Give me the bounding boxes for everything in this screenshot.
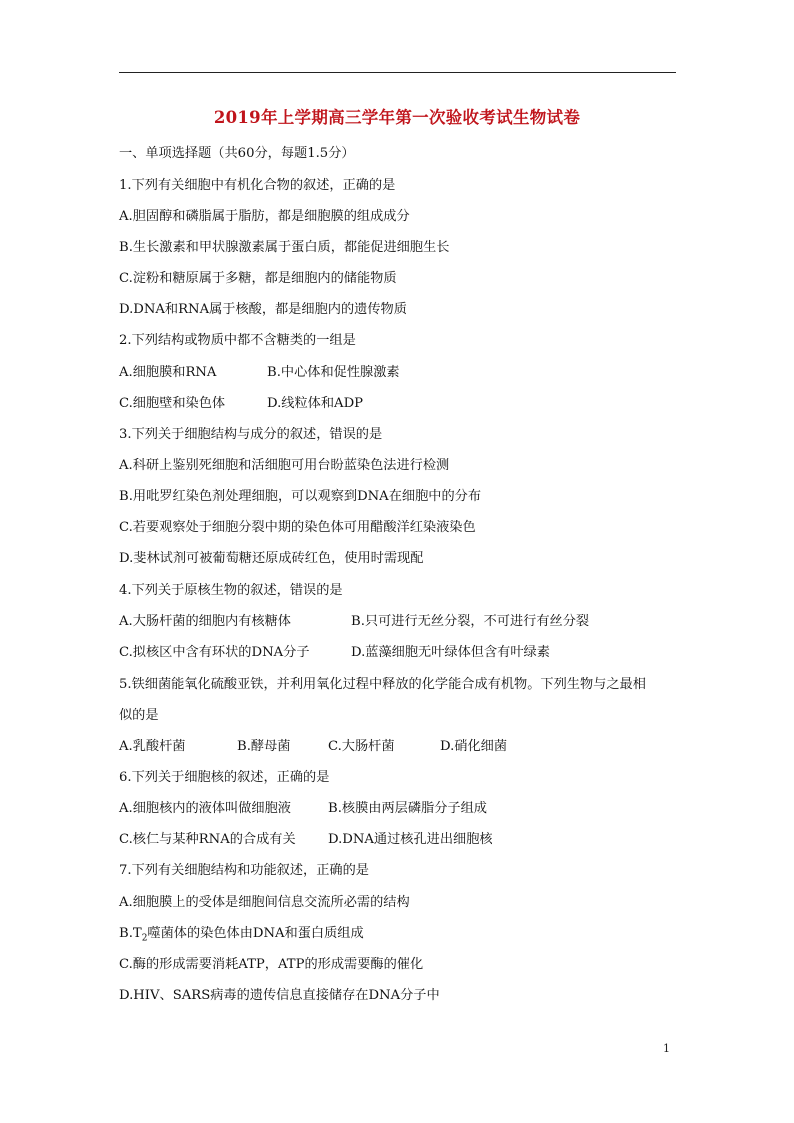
page-number: 1 bbox=[663, 1042, 670, 1055]
question-5-stem-line-1: 5.铁细菌能氧化硫酸亚铁，并利用氧化过程中释放的化学能合成有机物。下列生物与之最相 bbox=[119, 677, 646, 692]
question-4-option-c: C.拟核区中含有环状的DNA分子 bbox=[119, 645, 310, 660]
question-3-option-a: A.科研上鉴别死细胞和活细胞可用台盼蓝染色法进行检测 bbox=[119, 458, 450, 473]
question-6-options-row-1 bbox=[119, 800, 619, 818]
question-7-option-b bbox=[119, 925, 364, 948]
question-6-option-c: C.核仁与某种RNA的合成有关 bbox=[119, 832, 296, 847]
question-1-option-d: D.DNA和RNA属于核酸，都是细胞内的遗传物质 bbox=[119, 302, 407, 317]
question-2-option-a: A.细胞膜和RNA bbox=[119, 365, 217, 380]
question-2-option-c: C.细胞壁和染色体 bbox=[119, 396, 226, 411]
question-4-stem: 4.下列关于原核生物的叙述，错误的是 bbox=[119, 583, 343, 598]
question-3-option-b: B.用吡罗红染色剂处理细胞，可以观察到DNA在细胞中的分布 bbox=[119, 489, 482, 504]
question-6-stem: 6.下列关于细胞核的叙述，正确的是 bbox=[119, 770, 330, 785]
question-3-stem: 3.下列关于细胞结构与成分的叙述，错误的是 bbox=[119, 427, 383, 442]
section-heading: 一、单项选择题（共60分，每题1.5分） bbox=[119, 146, 355, 161]
question-1-option-b: B.生长激素和甲状腺激素属于蛋白质，都能促进细胞生长 bbox=[119, 240, 450, 255]
exam-title: 2019年上学期高三学年第一次验收考试生物试卷 bbox=[213, 108, 581, 127]
question-2-options-row-2 bbox=[119, 395, 619, 413]
question-5-stem-line-2: 似的是 bbox=[119, 708, 159, 723]
question-4-options-row-2 bbox=[119, 644, 679, 662]
question-1-stem: 1.下列有关细胞中有机化合物的叙述，正确的是 bbox=[119, 178, 396, 193]
question-4-options-row-1 bbox=[119, 613, 679, 631]
question-2-stem: 2.下列结构或物质中都不含糖类的一组是 bbox=[119, 333, 356, 348]
question-7-option-b-subscript: 2 bbox=[141, 933, 148, 944]
question-2-options-row-1 bbox=[119, 364, 619, 382]
question-1-option-c: C.淀粉和糖原属于多糖，都是细胞内的储能物质 bbox=[119, 271, 397, 286]
question-6-options-row-2 bbox=[119, 831, 619, 849]
question-2-option-d: D.线粒体和ADP bbox=[267, 396, 364, 411]
question-6-option-b: B.核膜由两层磷脂分子组成 bbox=[328, 801, 487, 816]
question-6-option-a: A.细胞核内的液体叫做细胞液 bbox=[119, 801, 291, 816]
question-6-option-d: D.DNA通过核孔进出细胞核 bbox=[328, 832, 493, 847]
question-4-option-b: B.只可进行无丝分裂，不可进行有丝分裂 bbox=[351, 614, 590, 629]
question-7-option-b-prefix: B.T bbox=[119, 926, 142, 941]
question-1-option-a: A.胆固醇和磷脂属于脂肪，都是细胞膜的组成成分 bbox=[119, 209, 410, 224]
question-7-option-b-text: 噬菌体的染色体由DNA和蛋白质组成 bbox=[147, 926, 364, 941]
question-5-option-c: C.大肠杆菌 bbox=[328, 739, 395, 754]
question-5-options-row bbox=[119, 738, 619, 756]
header-rule bbox=[119, 72, 676, 73]
question-2-option-b: B.中心体和促性腺激素 bbox=[267, 365, 400, 380]
question-3-option-d: D.斐林试剂可被葡萄糖还原成砖红色，使用时需现配 bbox=[119, 551, 424, 566]
question-4-option-a: A.大肠杆菌的细胞内有核糖体 bbox=[119, 614, 291, 629]
question-4-option-d: D.蓝藻细胞无叶绿体但含有叶绿素 bbox=[351, 645, 550, 660]
question-7-option-d: D.HIV、SARS病毒的遗传信息直接储存在DNA分子中 bbox=[119, 988, 440, 1003]
question-7-stem: 7.下列有关细胞结构和功能叙述，正确的是 bbox=[119, 863, 369, 878]
question-7-option-a: A.细胞膜上的受体是细胞间信息交流所必需的结构 bbox=[119, 895, 410, 910]
question-3-option-c: C.若要观察处于细胞分裂中期的染色体可用醋酸洋红染液染色 bbox=[119, 520, 476, 535]
question-7-option-c: C.酶的形成需要消耗ATP，ATP的形成需要酶的催化 bbox=[119, 957, 424, 972]
question-5-option-b: B.酵母菌 bbox=[237, 739, 291, 754]
question-5-option-a: A.乳酸杆菌 bbox=[119, 739, 186, 754]
question-5-option-d: D.硝化细菌 bbox=[440, 739, 508, 754]
